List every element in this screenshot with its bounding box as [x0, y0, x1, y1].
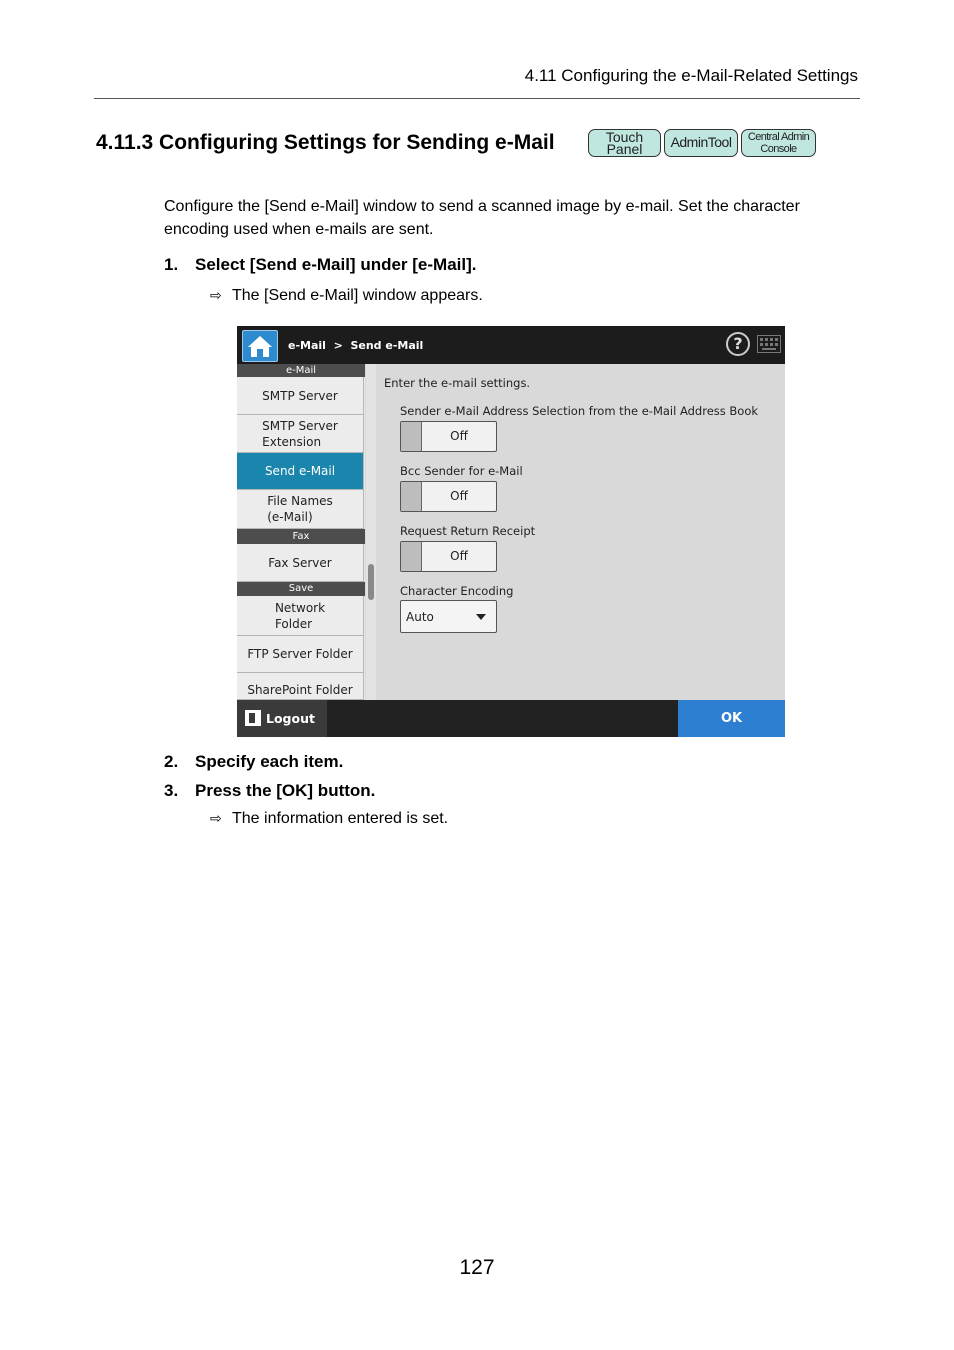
step-1-result [210, 287, 483, 305]
sidebar-scrollbar-thumb[interactable] [368, 564, 374, 600]
character-encoding-value: Auto [406, 610, 434, 624]
admin-tool-badge-label: AdminTool [670, 134, 732, 150]
sidebar-item-label: Network Folder [274, 600, 326, 631]
result-arrow-icon: ⇨ [210, 810, 222, 826]
sidebar-item-ftp-server-folder[interactable] [237, 636, 364, 673]
bcc-sender-label: Bcc Sender for e-Mail [400, 464, 523, 478]
sidebar-item-label: SMTP Server [262, 388, 338, 403]
sidebar-item-fax-server[interactable] [237, 544, 364, 582]
help-icon[interactable]: ? [726, 332, 750, 356]
ok-button[interactable]: OK [678, 700, 785, 737]
bcc-sender-toggle[interactable] [400, 481, 497, 512]
toggle-knob [401, 422, 422, 451]
section-title: 4.11.3 Configuring Settings for Sending e-Mail [96, 131, 555, 154]
sender-address-selection-toggle[interactable] [400, 421, 497, 452]
intro-paragraph: Configure the [Send e-Mail] window to send a scanned image by e-mail. Set the character encoding used when e-mails are sent. [164, 198, 800, 238]
sidebar-item-sharepoint-folder[interactable] [237, 673, 364, 700]
sidebar-scrollbar[interactable] [366, 364, 376, 700]
home-button[interactable] [242, 330, 278, 362]
touch-panel-badge-line1: Touch [605, 129, 644, 145]
logout-label: Logout [266, 711, 315, 726]
step-1-result-text: The [Send e-Mail] window appears. [232, 287, 483, 304]
step-3 [164, 781, 375, 801]
settings-content-panel [376, 364, 785, 700]
touch-panel-badge [588, 129, 661, 157]
request-return-receipt-toggle[interactable] [400, 541, 497, 572]
toggle-value: Off [450, 549, 468, 563]
step-3-result [210, 810, 448, 828]
step-2-text: Specify each item. [195, 752, 344, 771]
step-3-number: 3. [164, 781, 179, 800]
sidebar-item-label: Fax Server [268, 555, 332, 570]
send-email-window-screenshot [237, 326, 785, 737]
sidebar-item-network-folder[interactable] [237, 596, 364, 636]
sidebar-item-label: SharePoint Folder [247, 683, 353, 697]
step-1-text: Select [Send e-Mail] under [e-Mail]. [195, 255, 477, 274]
home-icon [243, 331, 277, 361]
sidebar-category-email: e-Mail [237, 364, 365, 377]
request-return-receipt-label: Request Return Receipt [400, 524, 536, 538]
toggle-knob [401, 542, 422, 571]
sidebar-item-smtp-server-extension[interactable] [237, 415, 364, 453]
step-1-number: 1. [164, 255, 179, 274]
sidebar-item-smtp-server[interactable] [237, 377, 364, 415]
central-admin-badge-line2: Console [760, 143, 797, 155]
step-3-result-text: The information entered is set. [232, 810, 449, 827]
result-arrow-icon: ⇨ [210, 287, 222, 303]
header-rule [94, 98, 860, 99]
logout-icon [245, 710, 261, 726]
sidebar-item-label: File Names (e-Mail) [267, 494, 333, 524]
sidebar-item-file-names-email[interactable] [237, 490, 364, 529]
step-2-number: 2. [164, 752, 179, 771]
sidebar-item-label: Send e-Mail [264, 464, 336, 478]
central-admin-console-badge [741, 129, 816, 157]
sidebar-item-label: FTP Server Folder [247, 647, 353, 661]
chevron-down-icon [476, 614, 486, 620]
character-encoding-select[interactable] [400, 600, 497, 633]
toggle-value: Off [450, 429, 468, 443]
sidebar-item-send-email[interactable] [237, 453, 364, 490]
touch-panel-badge-line2: Panel [606, 141, 643, 157]
sidebar-item-label: SMTP Server Extension [262, 418, 338, 449]
logout-button[interactable] [237, 700, 327, 737]
running-header: 4.11 Configuring the e-Mail-Related Settings [524, 66, 858, 85]
sidebar-category-fax: Fax [237, 529, 365, 544]
keyboard-icon[interactable] [757, 335, 781, 353]
character-encoding-label: Character Encoding [400, 584, 514, 598]
toggle-knob [401, 482, 422, 511]
central-admin-badge-line1: Central Admin [747, 131, 810, 143]
sender-address-selection-label: Sender e-Mail Address Selection from the e-Mail Address Book [400, 404, 759, 418]
step-3-text: Press the [OK] button. [195, 781, 376, 800]
step-2 [164, 752, 343, 772]
sidebar-category-save: Save [237, 582, 365, 596]
admin-tool-badge [664, 129, 738, 157]
page-number: 127 [459, 1256, 495, 1279]
breadcrumb: e-Mail > Send e-Mail [288, 339, 424, 352]
step-1 [164, 255, 477, 275]
toggle-value: Off [450, 489, 468, 503]
settings-sidebar [237, 364, 365, 700]
content-instruction: Enter the e-mail settings. [384, 376, 531, 390]
